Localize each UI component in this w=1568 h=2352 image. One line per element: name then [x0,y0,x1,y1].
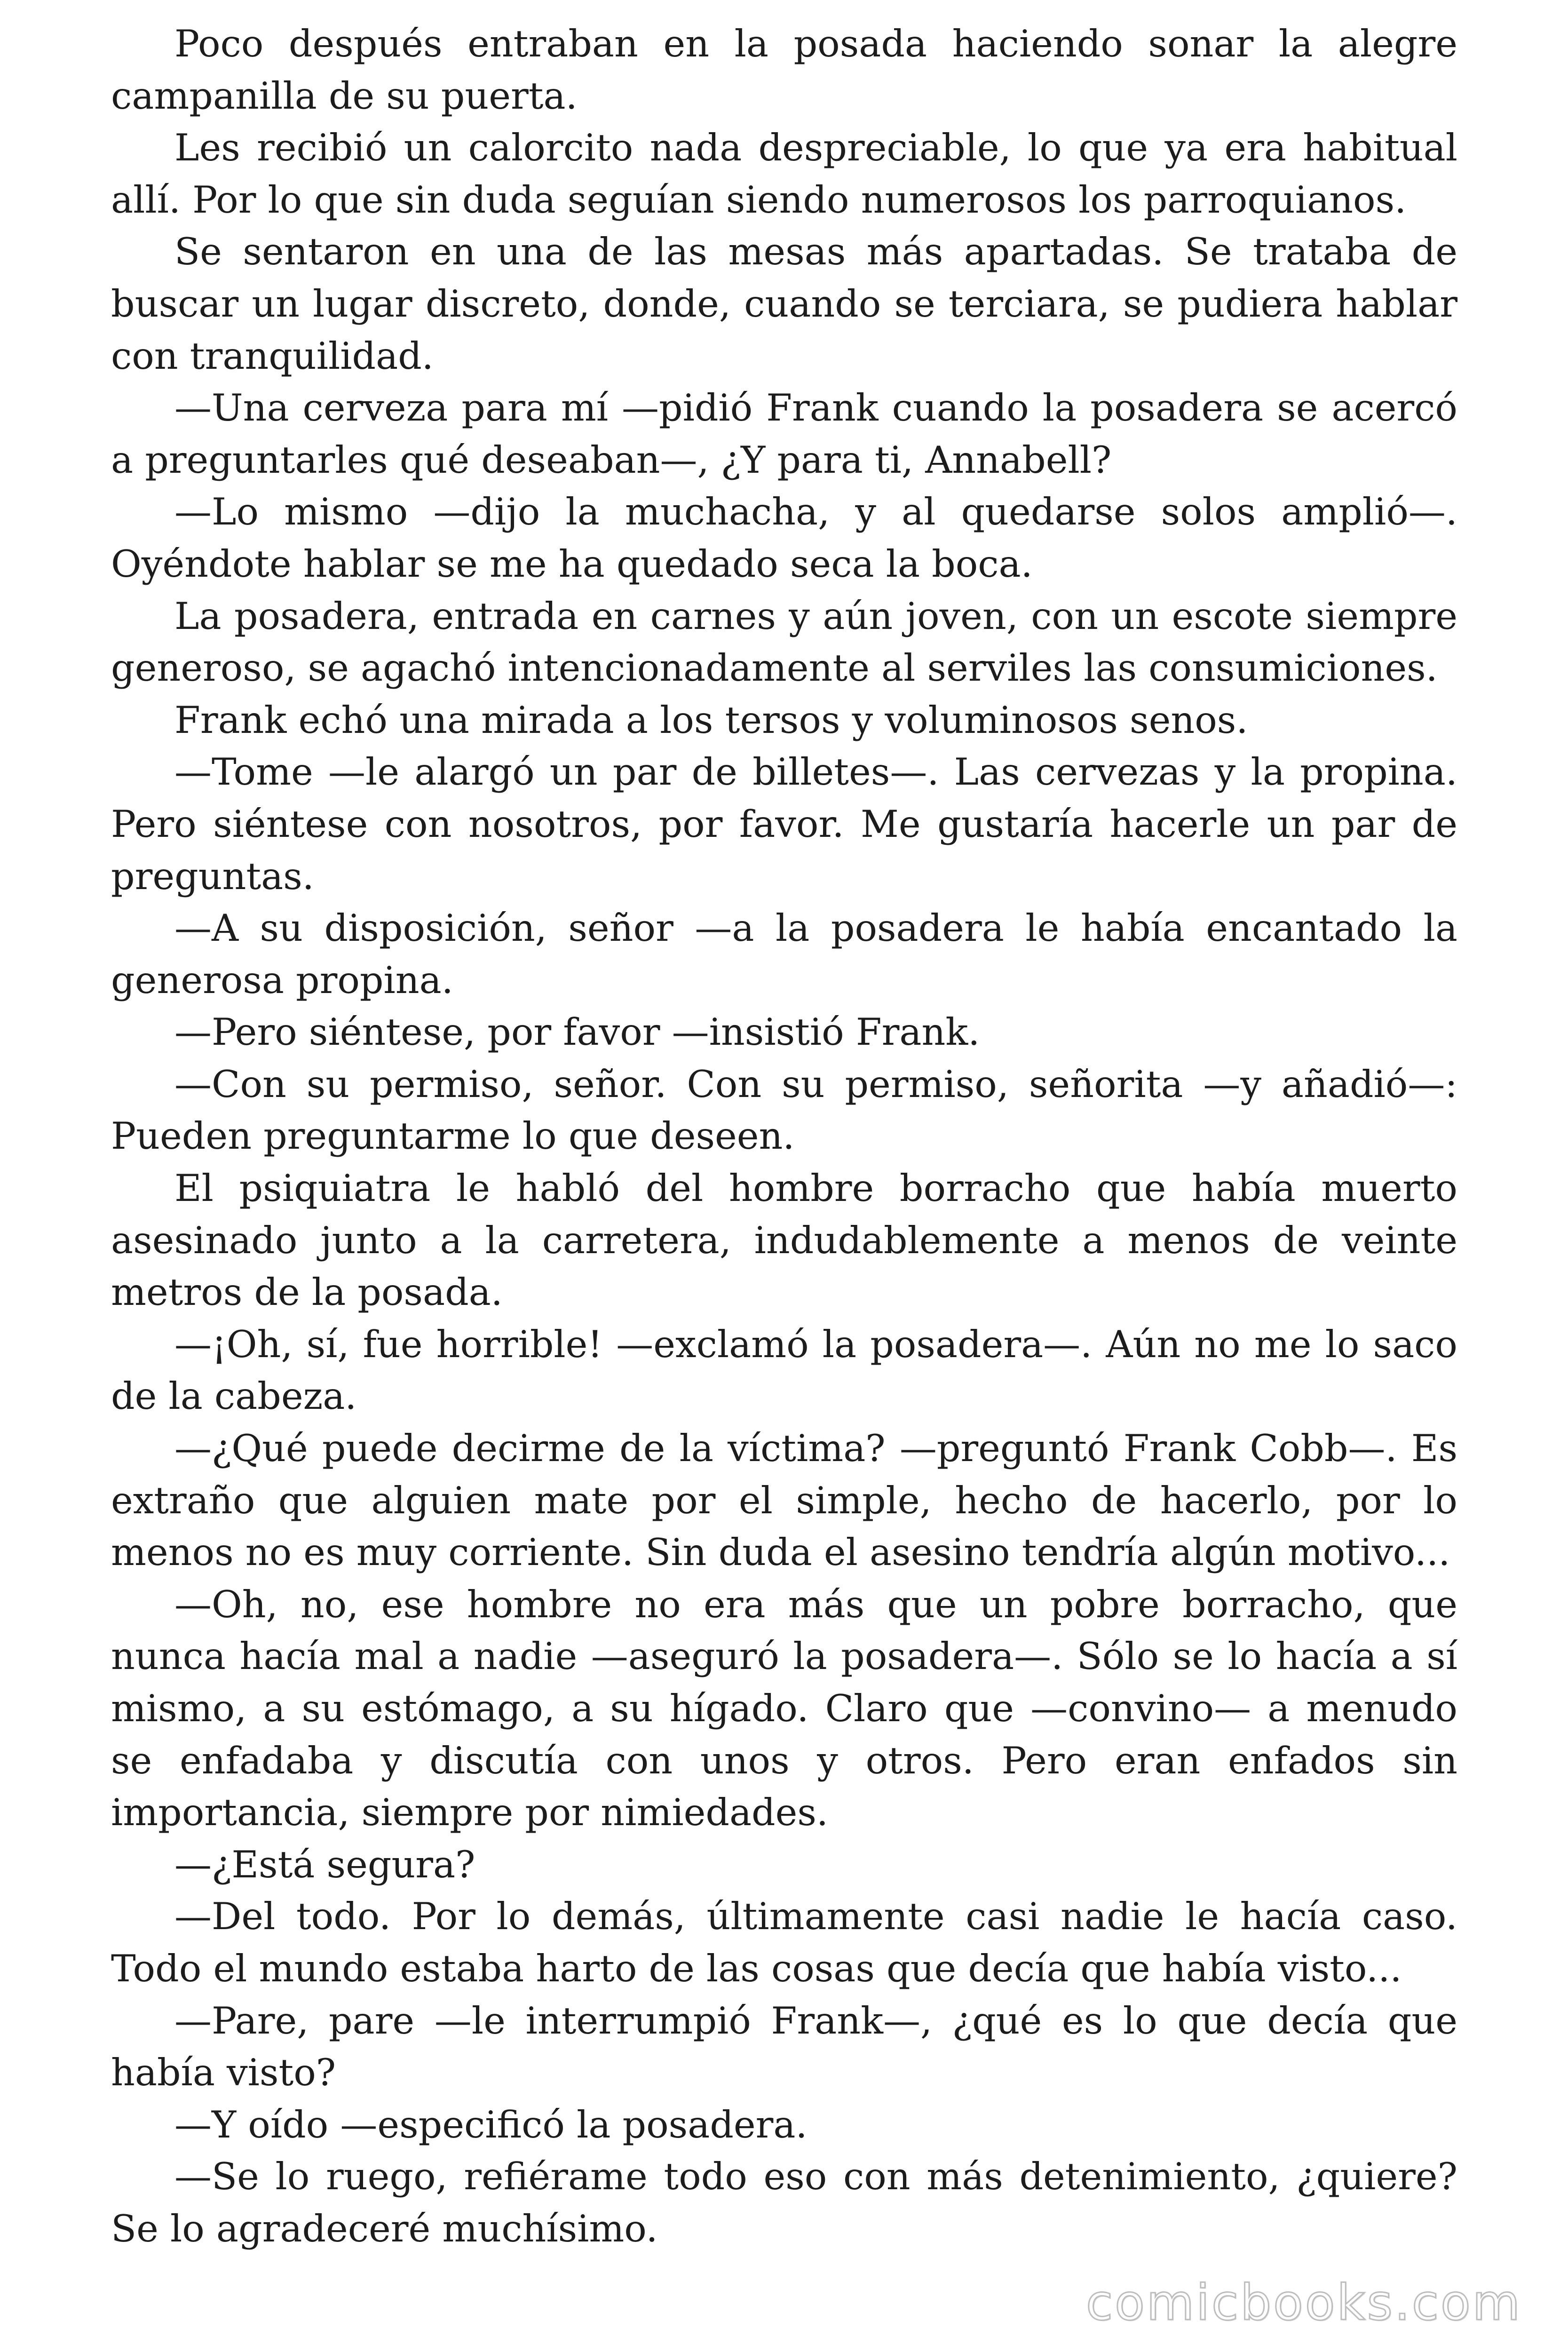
paragraph: Les recibió un calorcito nada despreciable, lo que ya era habitual allí. Por lo que sin duda seguían siendo numerosos los parroquianos. [111,126,1457,222]
paragraph: —Una cerveza para mí —pidió Frank cuando la posadera se acercó a preguntarles qué deseaban—, ¿Y para ti, Annabell? [111,386,1457,482]
paragraph: —Tome —le alargó un par de billetes—. Las cervezas y la propina. Pero siéntese con nosotros, por favor. Me gustaría hacerle un par de preguntas. [111,750,1457,898]
watermark: comicbooks.com [1085,2274,1522,2331]
paragraph: —Se lo ruego, refiérame todo eso con más detenimiento, ¿quiere? Se lo agradeceré muchísimo. [111,2155,1457,2250]
paragraph: La posadera, entrada en carnes y aún joven, con un escote siempre generoso, se agachó intencionadamente al serviles las consumiciones. [111,594,1457,690]
paragraph: Se sentaron en una de las mesas más apartadas. Se trataba de buscar un lugar discreto, donde, cuando se terciara, se pudiera hablar con tranquilidad. [111,230,1457,378]
paragraph: —Pare, pare —le interrumpió Frank—, ¿qué es lo que decía que había visto? [111,1999,1457,2095]
book-page-text [111,18,1457,2255]
paragraph: —¿Qué puede decirme de la víctima? —preguntó Frank Cobb—. Es extraño que alguien mate por el simple, hecho de hacerlo, por lo menos no es muy corriente. Sin duda el asesino tendría algún motivo... [111,1427,1457,1574]
paragraph: —Pero siéntese, por favor —insistió Frank. [174,1010,980,1054]
paragraph: —Lo mismo —dijo la muchacha, y al quedarse solos amplió—. Oyéndote hablar se me ha quedado seca la boca. [111,490,1457,586]
paragraph: —A su disposición, señor —a la posadera le había encantado la generosa propina. [111,906,1457,1002]
paragraph: Frank echó una mirada a los tersos y voluminosos senos. [174,698,1248,742]
paragraph: —¡Oh, sí, fue horrible! —exclamó la posadera—. Aún no me lo saco de la cabeza. [111,1322,1457,1418]
paragraph: El psiquiatra le habló del hombre borracho que había muerto asesinado junto a la carretera, indudablemente a menos de veinte metros de la posada. [111,1167,1457,1314]
paragraph: Poco después entraban en la posada haciendo sonar la alegre campanilla de su puerta. [111,22,1457,118]
paragraph: —Y oído —especificó la posadera. [174,2103,808,2146]
paragraph: —Del todo. Por lo demás, últimamente casi nadie le hacía caso. Todo el mundo estaba harto de las cosas que decía que había visto... [111,1895,1457,1990]
paragraph: —¿Está segura? [174,1843,475,1886]
paragraph: —Con su permiso, señor. Con su permiso, señorita —y añadió—: Pueden preguntarme lo que deseen. [111,1062,1457,1158]
paragraph: —Oh, no, ese hombre no era más que un pobre borracho, que nunca hacía mal a nadie —aseguró la posadera—. Sólo se lo hacía a sí mismo, a su estómago, a su hígado. Claro que —convino— a menudo se enfadaba y discutía con unos y otros. Pero eran enfados sin importancia, siempre por nimiedades. [111,1582,1457,1835]
